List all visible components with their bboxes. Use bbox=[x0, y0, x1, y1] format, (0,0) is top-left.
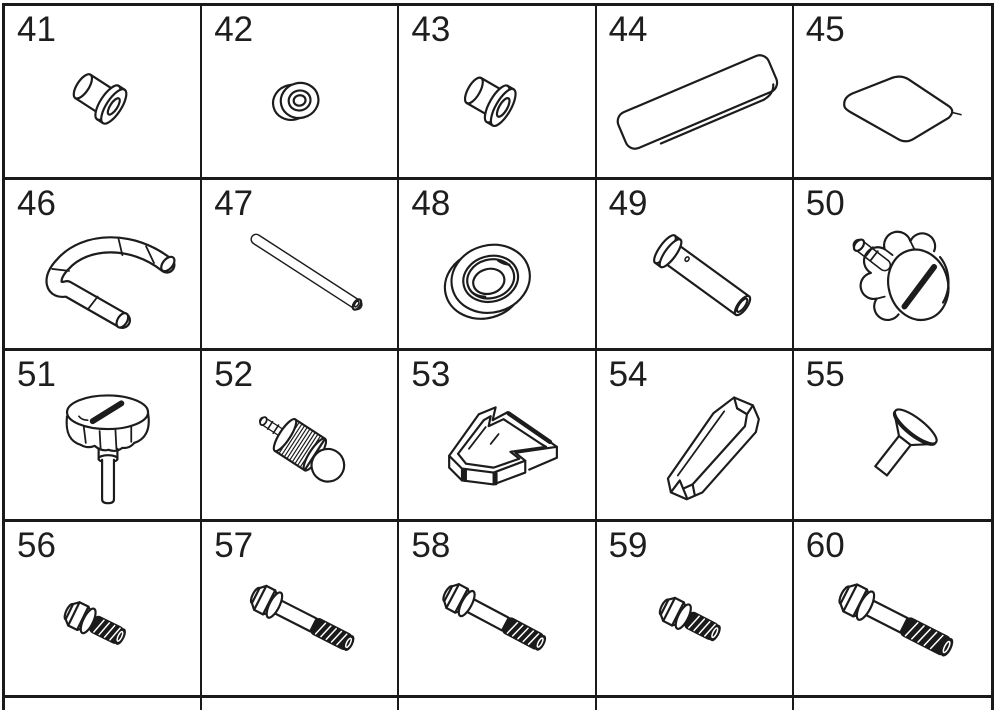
part-number: 48 bbox=[411, 184, 451, 223]
wedge-cover-icon bbox=[597, 351, 792, 519]
part-cell-42 bbox=[202, 6, 399, 180]
hex-bolt-icon bbox=[5, 522, 200, 695]
part-cell-53 bbox=[399, 351, 596, 522]
part-cell-49 bbox=[597, 180, 794, 351]
part-cell-48 bbox=[399, 180, 596, 351]
hex-bolt-icon bbox=[597, 522, 792, 695]
part-cell-50 bbox=[794, 180, 991, 351]
part-cell-46 bbox=[5, 180, 202, 351]
part-number: 44 bbox=[608, 10, 648, 49]
part-cell-51 bbox=[5, 351, 202, 522]
bearing-icon bbox=[399, 180, 594, 348]
partial-row-cell bbox=[202, 698, 399, 710]
flanged-bushing-icon bbox=[5, 6, 200, 177]
partial-row-cell bbox=[5, 698, 202, 710]
part-number: 43 bbox=[411, 10, 451, 49]
part-cell-56 bbox=[5, 522, 202, 698]
flat-head-screw-icon bbox=[794, 351, 991, 519]
part-number: 51 bbox=[17, 355, 56, 394]
part-cell-43 bbox=[399, 6, 596, 180]
part-cell-41 bbox=[5, 6, 202, 180]
flanged-bushing-icon bbox=[399, 6, 594, 177]
part-number: 58 bbox=[411, 526, 451, 565]
part-number: 57 bbox=[214, 526, 254, 565]
part-cell-58 bbox=[399, 522, 596, 698]
part-number: 54 bbox=[608, 355, 648, 394]
part-number: 41 bbox=[17, 10, 56, 49]
part-cell-54 bbox=[597, 351, 794, 522]
hex-bolt-icon bbox=[399, 522, 594, 695]
part-number: 60 bbox=[805, 526, 845, 565]
hex-bolt-icon bbox=[202, 522, 397, 695]
part-number: 45 bbox=[805, 10, 845, 49]
part-number: 53 bbox=[411, 355, 451, 394]
end-cap-icon bbox=[399, 351, 594, 519]
part-cell-59 bbox=[597, 522, 794, 698]
slide-strip-icon bbox=[597, 6, 792, 177]
knob-shaft-icon bbox=[5, 351, 200, 519]
part-number: 56 bbox=[17, 526, 56, 565]
part-cell-44 bbox=[597, 6, 794, 180]
part-number: 46 bbox=[17, 184, 56, 223]
part-number: 55 bbox=[805, 355, 845, 394]
partial-row-cell bbox=[794, 698, 991, 710]
part-cell-52 bbox=[202, 351, 399, 522]
part-cell-57 bbox=[202, 522, 399, 698]
part-number: 52 bbox=[214, 355, 254, 394]
part-cell-47 bbox=[202, 180, 399, 351]
hex-bolt-icon bbox=[794, 522, 991, 695]
part-cell-60 bbox=[794, 522, 991, 698]
partial-row-cell bbox=[399, 698, 596, 710]
part-cell-45 bbox=[794, 6, 991, 180]
part-cell-55 bbox=[794, 351, 991, 522]
knob-bolt-icon bbox=[794, 180, 991, 348]
bushing-icon bbox=[202, 6, 397, 177]
axle-pin-icon bbox=[597, 180, 792, 348]
part-number: 50 bbox=[805, 184, 845, 223]
partial-row-cell bbox=[597, 698, 794, 710]
part-number: 47 bbox=[214, 184, 254, 223]
ball-knob-icon bbox=[202, 351, 397, 519]
parts-grid bbox=[2, 3, 994, 710]
part-number: 42 bbox=[214, 10, 254, 49]
rod-icon bbox=[202, 180, 397, 348]
part-number: 59 bbox=[608, 526, 648, 565]
pad-icon bbox=[794, 6, 991, 177]
u-tube-icon bbox=[5, 180, 200, 348]
part-number: 49 bbox=[608, 184, 648, 223]
